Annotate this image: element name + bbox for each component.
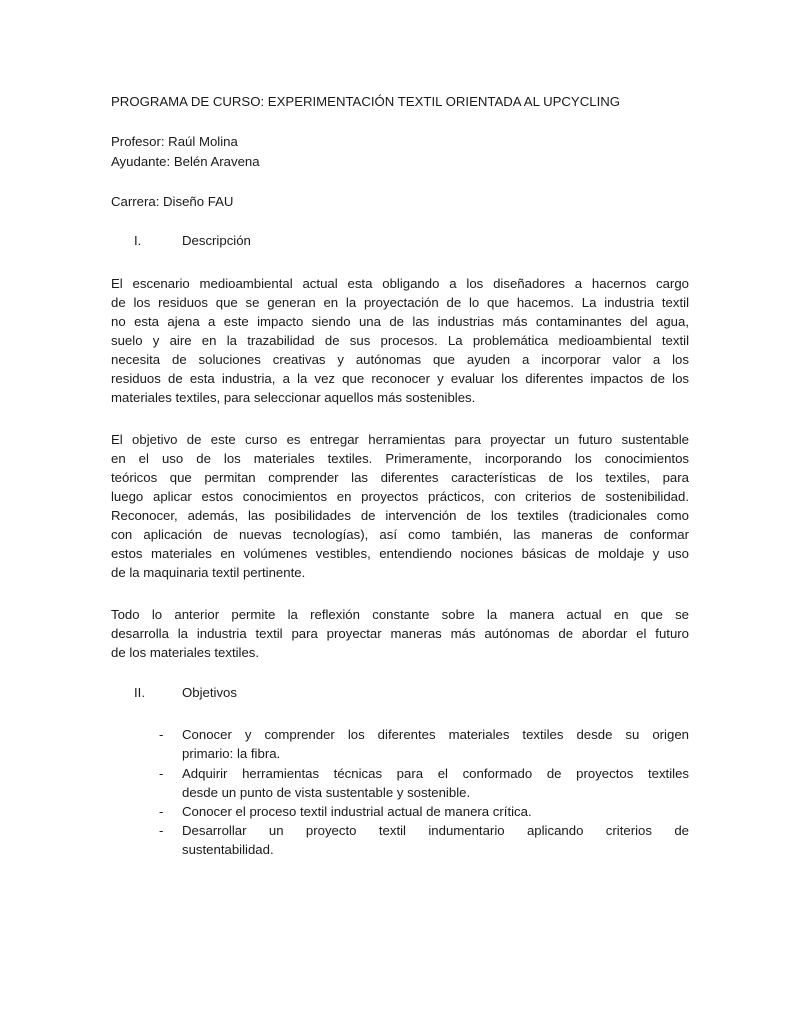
bullet-dash: - xyxy=(159,823,164,838)
list-item-line: desde un punto de vista sustentable y sostenible. xyxy=(182,785,471,800)
text-line: en el uso de los materiales textiles. Primeramente, incorporando los conocimientos xyxy=(111,451,689,466)
text-line: El escenario medioambiental actual esta obligando a los diseñadores a hacernos cargo xyxy=(111,276,689,291)
bullet-dash: - xyxy=(159,804,164,819)
assistant: Ayudante: Belén Aravena xyxy=(111,154,260,169)
text-line: no esta ajena a este impacto siendo una de las industrias más contaminantes del agua, xyxy=(111,314,689,329)
text-line: suelo y aire en la trazabilidad de sus procesos. La problemática medioambiental textil xyxy=(111,333,689,348)
text-line: Reconocer, además, las posibilidades de intervención de los textiles (tradicionales como xyxy=(111,508,689,523)
text-line: desarrolla la industria textil para proyectar maneras más autónomas de abordar el futuro xyxy=(111,626,689,641)
text-line: materiales textiles, para seleccionar aquellos más sostenibles. xyxy=(111,390,476,405)
text-line: estos materiales en volúmenes vestibles, entendiendo nociones básicas de moldaje y uso xyxy=(111,546,689,561)
section-numeral: I. xyxy=(134,233,142,248)
professor: Profesor: Raúl Molina xyxy=(111,134,238,149)
section-numeral: II. xyxy=(134,685,145,700)
list-item-line: Desarrollar un proyecto textil indumentario aplicando criterios de xyxy=(182,823,689,838)
text-line: teóricos que permitan comprender las diferentes características de los textiles, para xyxy=(111,470,689,485)
text-line: residuos de esta industria, a la vez que reconocer y evaluar los diferentes impactos de los xyxy=(111,371,689,386)
list-item-line: sustentabilidad. xyxy=(182,842,274,857)
list-item-line: Conocer el proceso textil industrial actual de manera crítica. xyxy=(182,804,532,819)
list-item-line: Conocer y comprender los diferentes materiales textiles desde su origen xyxy=(182,727,689,742)
text-line: de los materiales textiles. xyxy=(111,645,260,660)
section-heading: Descripción xyxy=(182,233,251,248)
list-item-line: Adquirir herramientas técnicas para el conformado de proyectos textiles xyxy=(182,766,689,781)
bullet-dash: - xyxy=(159,727,164,742)
text-line: luego aplicar estos conocimientos en proyectos prácticos, con criterios de sostenibilidad. xyxy=(111,489,689,504)
text-line: Todo lo anterior permite la reflexión constante sobre la manera actual en que se xyxy=(111,607,689,622)
career: Carrera: Diseño FAU xyxy=(111,194,234,209)
text-line: de los residuos que se generan en la proyectación de lo que hacemos. La industria textil xyxy=(111,295,689,310)
bullet-dash: - xyxy=(159,766,164,781)
text-line: de la maquinaria textil pertinente. xyxy=(111,565,306,580)
text-line: El objetivo de este curso es entregar herramientas para proyectar un futuro sustentable xyxy=(111,432,689,447)
text-line: con aplicación de nuevas tecnologías), así como también, las maneras de conformar xyxy=(111,527,689,542)
document-title: PROGRAMA DE CURSO: EXPERIMENTACIÓN TEXTIL ORIENTADA AL UPCYCLING xyxy=(111,94,621,109)
list-item-line: primario: la fibra. xyxy=(182,746,281,761)
section-heading: Objetivos xyxy=(182,685,237,700)
text-line: necesita de soluciones creativas y autónomas que ayuden a incorporar valor a los xyxy=(111,352,689,367)
